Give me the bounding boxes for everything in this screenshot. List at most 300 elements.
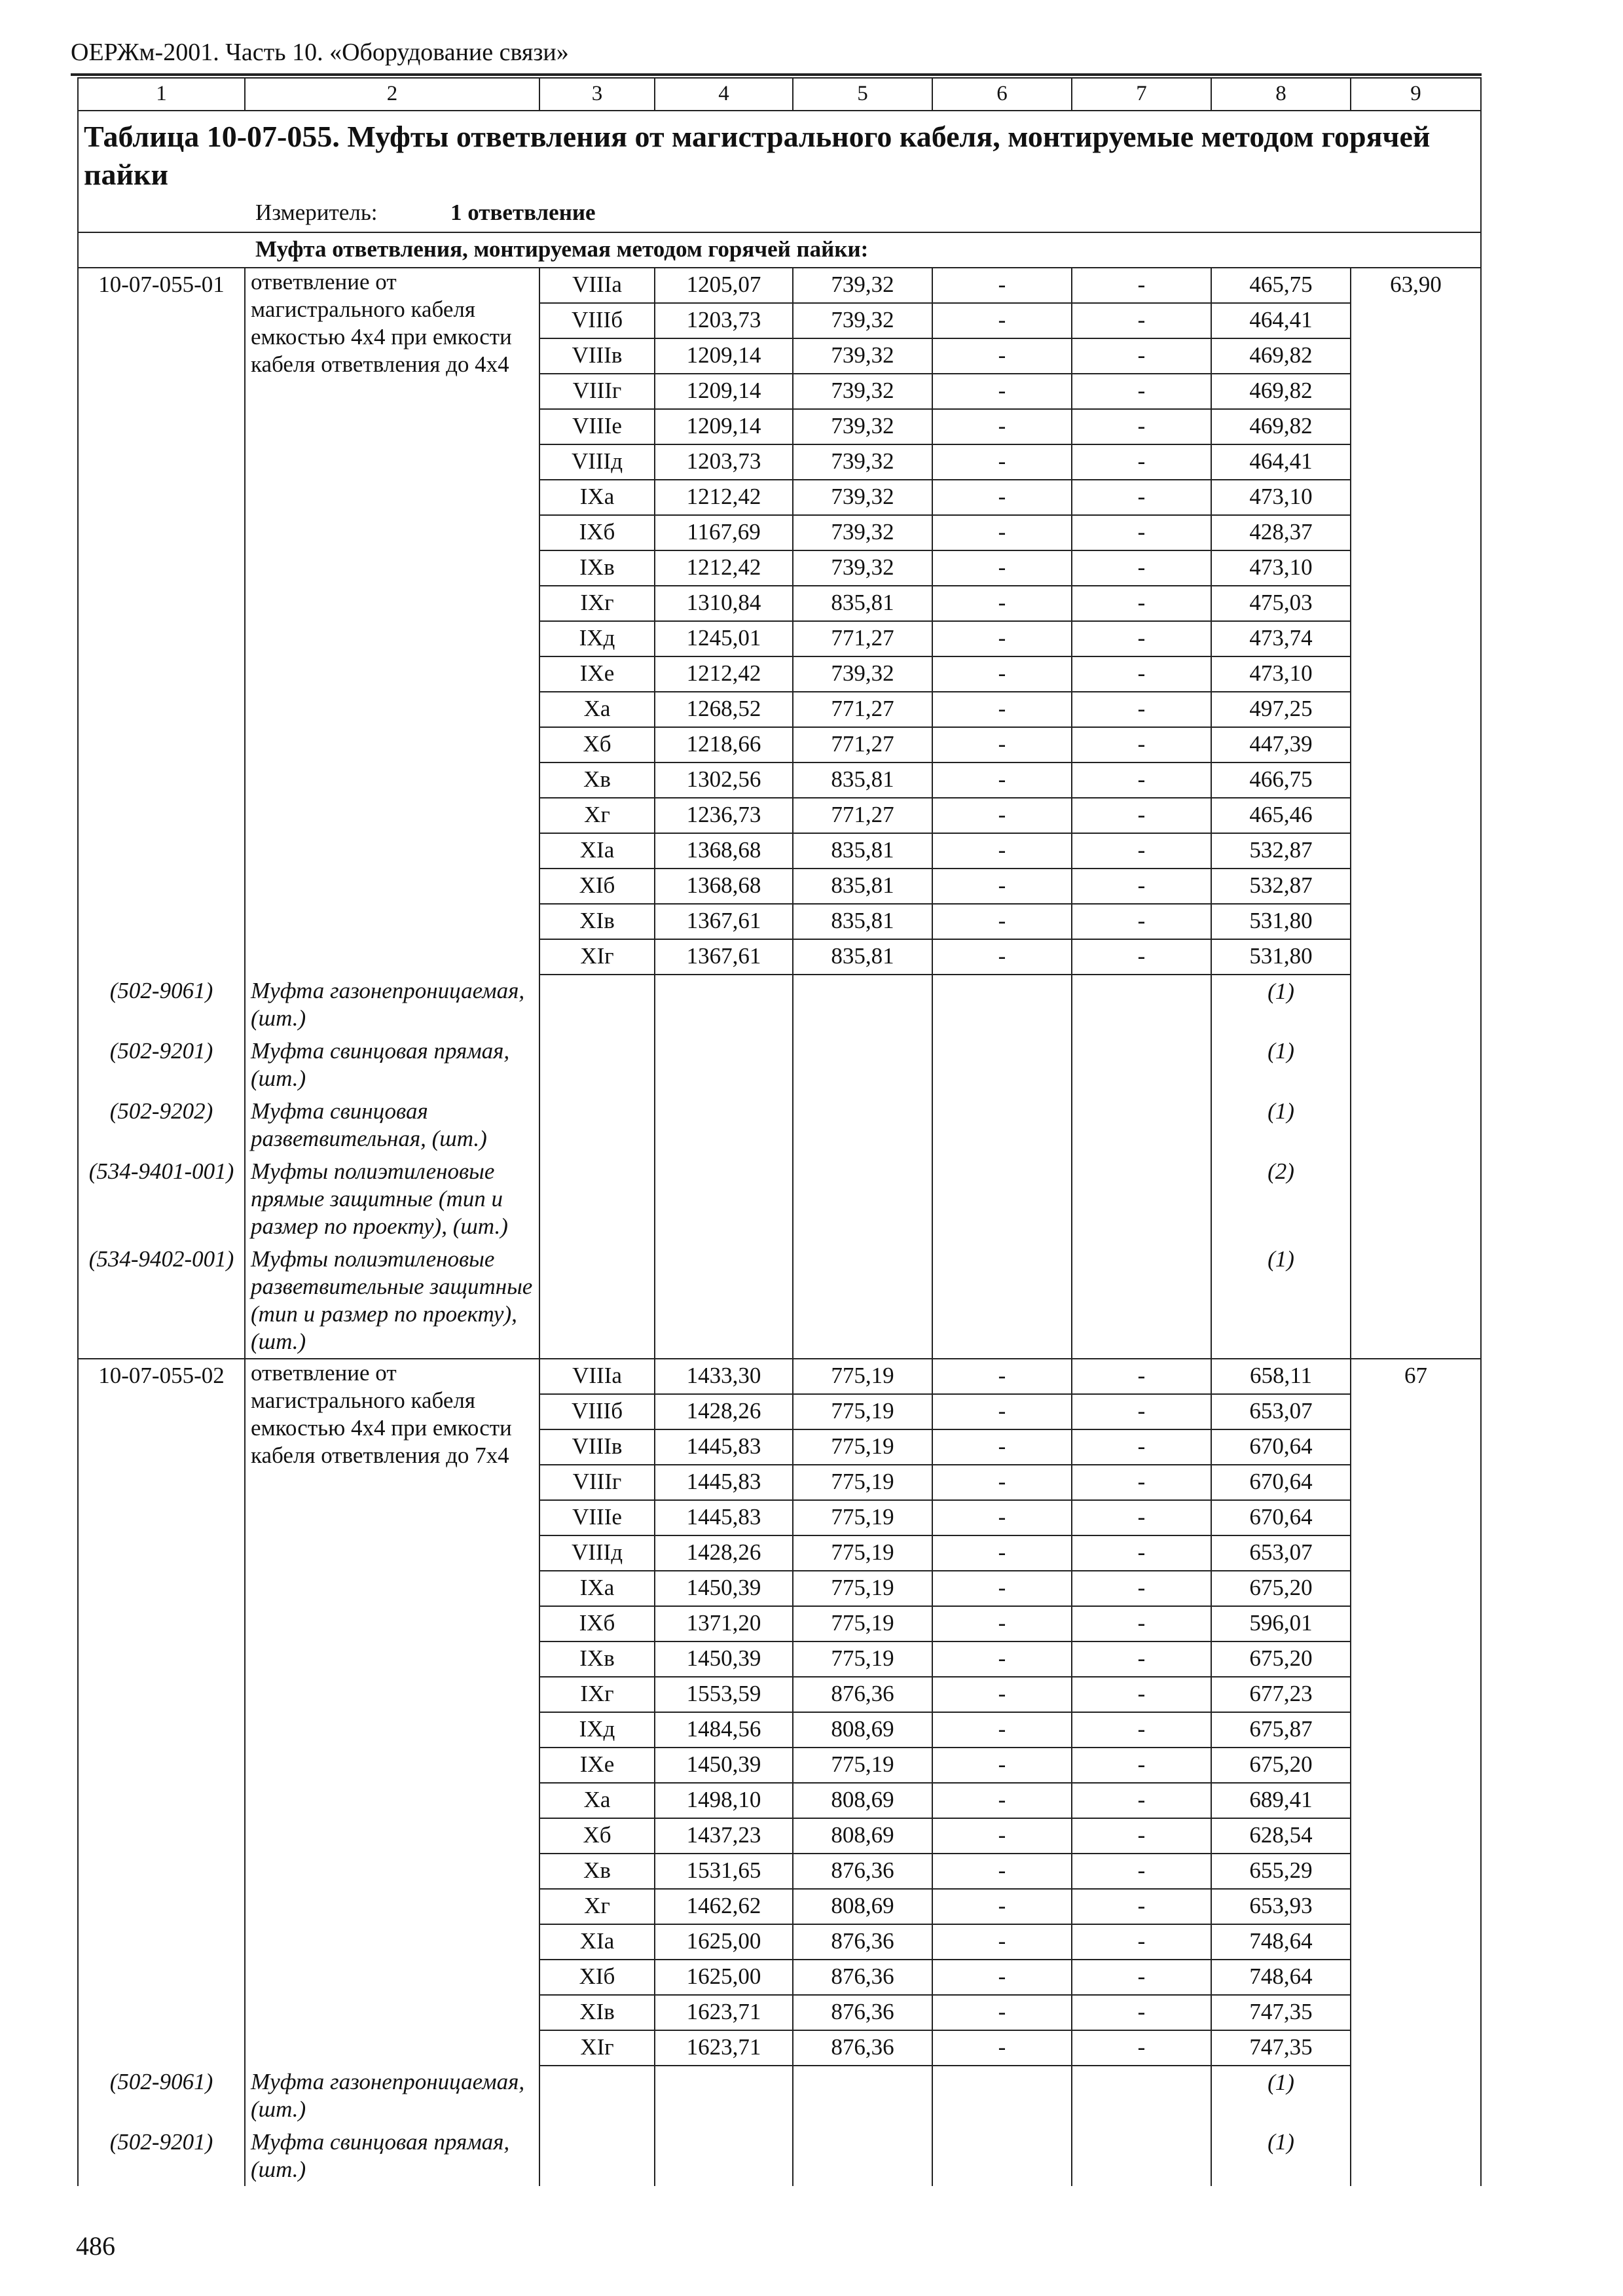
machine-cost: - <box>932 374 1072 409</box>
materials-cost: 465,46 <box>1211 798 1351 833</box>
region-zone: VIIIе <box>539 1500 655 1535</box>
materials-cost: 677,23 <box>1211 1677 1351 1712</box>
total-cost: 1498,10 <box>655 1783 793 1818</box>
machine-cost: - <box>932 833 1072 869</box>
section-heading: Муфта ответвления, монтируемая методом горячей пайки: <box>78 232 1481 268</box>
empty-cell <box>655 1095 793 1155</box>
materials-cost: 466,75 <box>1211 762 1351 798</box>
norms-table <box>77 77 1482 2186</box>
machine-wages: - <box>1072 869 1211 904</box>
machine-wages: - <box>1072 1641 1211 1677</box>
machine-wages: - <box>1072 656 1211 692</box>
machine-wages: - <box>1072 1748 1211 1783</box>
materials-cost: 465,75 <box>1211 268 1351 303</box>
materials-cost: 596,01 <box>1211 1606 1351 1641</box>
empty-cell <box>793 1155 932 1243</box>
machine-cost: - <box>932 904 1072 939</box>
materials-cost: 747,35 <box>1211 1995 1351 2030</box>
labor-wages: 876,36 <box>793 2030 932 2066</box>
material-quantity: (2) <box>1211 1155 1351 1243</box>
labor-wages: 876,36 <box>793 1960 932 1995</box>
machine-wages: - <box>1072 621 1211 656</box>
machine-wages: - <box>1072 409 1211 444</box>
material-row <box>78 1155 1481 1243</box>
machine-cost: - <box>932 656 1072 692</box>
empty-cell <box>655 2066 793 2126</box>
empty-cell <box>539 975 655 1035</box>
material-name: Муфты полиэтиленовые разветвительные защитные (тип и размер по проекту), (шт.) <box>245 1243 539 1359</box>
material-row <box>78 2066 1481 2126</box>
machine-wages: - <box>1072 1429 1211 1465</box>
total-cost: 1433,30 <box>655 1359 793 1394</box>
machine-cost: - <box>932 1783 1072 1818</box>
column-number: 2 <box>245 78 539 111</box>
column-number: 4 <box>655 78 793 111</box>
running-header: ОЕРЖм-2001. Часть 10. «Оборудование связи» <box>71 39 569 66</box>
labor-wages: 771,27 <box>793 621 932 656</box>
material-quantity: (1) <box>1211 2126 1351 2186</box>
material-row <box>78 1035 1481 1095</box>
total-cost: 1623,71 <box>655 2030 793 2066</box>
region-zone: Xа <box>539 692 655 727</box>
empty-cell <box>655 975 793 1035</box>
region-zone: VIIIг <box>539 374 655 409</box>
machine-cost: - <box>932 1712 1072 1748</box>
region-zone: VIIIв <box>539 1429 655 1465</box>
machine-wages: - <box>1072 1677 1211 1712</box>
materials-cost: 675,87 <box>1211 1712 1351 1748</box>
materials-cost: 428,37 <box>1211 515 1351 550</box>
machine-cost: - <box>932 1995 1072 2030</box>
empty-cell <box>1351 975 1481 1035</box>
material-code: (502-9201) <box>78 1035 245 1095</box>
machine-wages: - <box>1072 1854 1211 1889</box>
material-code: (502-9061) <box>78 2066 245 2126</box>
materials-cost: 675,20 <box>1211 1571 1351 1606</box>
machine-cost: - <box>932 268 1072 303</box>
empty-cell <box>1072 1095 1211 1155</box>
column-number: 1 <box>78 78 245 111</box>
total-cost: 1450,39 <box>655 1571 793 1606</box>
region-zone: XIб <box>539 869 655 904</box>
column-number: 9 <box>1351 78 1481 111</box>
materials-cost: 497,25 <box>1211 692 1351 727</box>
labor-wages: 835,81 <box>793 762 932 798</box>
machine-cost: - <box>932 1677 1072 1712</box>
labor-wages: 739,32 <box>793 444 932 480</box>
labor-wages: 775,19 <box>793 1394 932 1429</box>
total-cost: 1310,84 <box>655 586 793 621</box>
material-row <box>78 2126 1481 2186</box>
labor-wages: 775,19 <box>793 1429 932 1465</box>
section-heading-row <box>78 232 1481 268</box>
region-zone: XIв <box>539 1995 655 2030</box>
materials-cost: 653,93 <box>1211 1889 1351 1924</box>
machine-wages: - <box>1072 1465 1211 1500</box>
machine-cost: - <box>932 1606 1072 1641</box>
total-cost: 1367,61 <box>655 904 793 939</box>
machine-wages: - <box>1072 727 1211 762</box>
materials-cost: 748,64 <box>1211 1960 1351 1995</box>
total-cost: 1367,61 <box>655 939 793 975</box>
material-quantity: (1) <box>1211 1035 1351 1095</box>
empty-cell <box>793 1095 932 1155</box>
column-number: 8 <box>1211 78 1351 111</box>
labor-wages: 835,81 <box>793 833 932 869</box>
region-zone: IXд <box>539 621 655 656</box>
header-rule <box>71 73 1482 76</box>
empty-cell <box>539 2066 655 2126</box>
resource-row <box>78 268 1481 303</box>
machine-wages: - <box>1072 1535 1211 1571</box>
region-zone: Xв <box>539 762 655 798</box>
total-cost: 1218,66 <box>655 727 793 762</box>
column-number: 6 <box>932 78 1072 111</box>
empty-cell <box>793 2126 932 2186</box>
machine-wages: - <box>1072 1783 1211 1818</box>
total-cost: 1450,39 <box>655 1641 793 1677</box>
labor-wages: 739,32 <box>793 374 932 409</box>
total-cost: 1371,20 <box>655 1606 793 1641</box>
labor-wages: 835,81 <box>793 939 932 975</box>
material-code: (502-9201) <box>78 2126 245 2186</box>
labor-wages: 808,69 <box>793 1889 932 1924</box>
machine-wages: - <box>1072 550 1211 586</box>
region-zone: IXб <box>539 1606 655 1641</box>
material-name: Муфта свинцовая прямая, (шт.) <box>245 2126 539 2186</box>
material-quantity: (1) <box>1211 1095 1351 1155</box>
materials-cost: 473,10 <box>1211 480 1351 515</box>
page-number: 486 <box>76 2231 115 2261</box>
empty-cell <box>793 1243 932 1359</box>
empty-cell <box>932 1035 1072 1095</box>
region-zone: VIIIа <box>539 268 655 303</box>
machine-wages: - <box>1072 692 1211 727</box>
total-cost: 1428,26 <box>655 1394 793 1429</box>
total-cost: 1209,14 <box>655 338 793 374</box>
total-cost: 1212,42 <box>655 656 793 692</box>
column-numbers-row <box>78 78 1481 111</box>
material-code: (534-9401-001) <box>78 1155 245 1243</box>
machine-wages: - <box>1072 1960 1211 1995</box>
labor-wages: 775,19 <box>793 1571 932 1606</box>
materials-cost: 628,54 <box>1211 1818 1351 1854</box>
empty-cell <box>1351 2126 1481 2186</box>
total-cost: 1531,65 <box>655 1854 793 1889</box>
machine-wages: - <box>1072 798 1211 833</box>
machine-cost: - <box>932 1535 1072 1571</box>
total-cost: 1437,23 <box>655 1818 793 1854</box>
machine-wages: - <box>1072 338 1211 374</box>
region-zone: VIIIб <box>539 1394 655 1429</box>
total-cost: 1209,14 <box>655 374 793 409</box>
region-zone: VIIIа <box>539 1359 655 1394</box>
machine-cost: - <box>932 1889 1072 1924</box>
machine-wages: - <box>1072 515 1211 550</box>
labor-wages: 835,81 <box>793 586 932 621</box>
machine-cost: - <box>932 1854 1072 1889</box>
item-description: ответвление от магистрального кабеля емкостью 4х4 при емкости кабеля ответвления до 4х4 <box>245 268 539 975</box>
region-zone: Xб <box>539 1818 655 1854</box>
labor-wages: 739,32 <box>793 550 932 586</box>
empty-cell <box>1072 2126 1211 2186</box>
labor-wages: 775,19 <box>793 1535 932 1571</box>
labor-wages: 775,19 <box>793 1606 932 1641</box>
machine-wages: - <box>1072 586 1211 621</box>
total-cost: 1167,69 <box>655 515 793 550</box>
machine-cost: - <box>932 1960 1072 1995</box>
materials-cost: 689,41 <box>1211 1783 1351 1818</box>
materials-cost: 532,87 <box>1211 869 1351 904</box>
machine-cost: - <box>932 1748 1072 1783</box>
materials-cost: 447,39 <box>1211 727 1351 762</box>
region-zone: IXе <box>539 656 655 692</box>
materials-cost: 747,35 <box>1211 2030 1351 2066</box>
total-cost: 1268,52 <box>655 692 793 727</box>
machine-cost: - <box>932 621 1072 656</box>
material-name: Муфта газонепроницаемая, (шт.) <box>245 2066 539 2126</box>
labor-wages: 739,32 <box>793 409 932 444</box>
total-cost: 1236,73 <box>655 798 793 833</box>
machine-cost: - <box>932 1359 1072 1394</box>
machine-cost: - <box>932 692 1072 727</box>
materials-cost: 531,80 <box>1211 939 1351 975</box>
total-cost: 1450,39 <box>655 1748 793 1783</box>
machine-wages: - <box>1072 1359 1211 1394</box>
empty-cell <box>793 2066 932 2126</box>
total-cost: 1625,00 <box>655 1960 793 1995</box>
machine-wages: - <box>1072 904 1211 939</box>
empty-cell <box>932 2126 1072 2186</box>
region-zone: IXв <box>539 550 655 586</box>
material-code: (534-9402-001) <box>78 1243 245 1359</box>
region-zone: Xг <box>539 1889 655 1924</box>
materials-cost: 464,41 <box>1211 444 1351 480</box>
machine-wages: - <box>1072 444 1211 480</box>
materials-cost: 748,64 <box>1211 1924 1351 1960</box>
machine-cost: - <box>932 586 1072 621</box>
region-zone: XIб <box>539 1960 655 1995</box>
empty-cell <box>655 1243 793 1359</box>
machine-cost: - <box>932 338 1072 374</box>
empty-cell <box>793 975 932 1035</box>
labor-wages: 775,19 <box>793 1359 932 1394</box>
machine-cost: - <box>932 2030 1072 2066</box>
machine-cost: - <box>932 1641 1072 1677</box>
material-name: Муфта свинцовая прямая, (шт.) <box>245 1035 539 1095</box>
empty-cell <box>932 975 1072 1035</box>
region-zone: Xг <box>539 798 655 833</box>
materials-cost: 473,10 <box>1211 550 1351 586</box>
total-cost: 1203,73 <box>655 444 793 480</box>
empty-cell <box>655 1035 793 1095</box>
labor-wages: 775,19 <box>793 1465 932 1500</box>
material-quantity: (1) <box>1211 2066 1351 2126</box>
materials-cost: 475,03 <box>1211 586 1351 621</box>
total-cost: 1368,68 <box>655 833 793 869</box>
machine-cost: - <box>932 515 1072 550</box>
materials-cost: 473,10 <box>1211 656 1351 692</box>
machine-wages: - <box>1072 762 1211 798</box>
material-name: Муфта газонепроницаемая, (шт.) <box>245 975 539 1035</box>
region-zone: XIг <box>539 939 655 975</box>
empty-cell <box>1351 1095 1481 1155</box>
labor-wages: 739,32 <box>793 480 932 515</box>
machine-cost: - <box>932 762 1072 798</box>
labor-wages: 771,27 <box>793 727 932 762</box>
material-quantity: (1) <box>1211 975 1351 1035</box>
empty-cell <box>932 1243 1072 1359</box>
total-cost: 1445,83 <box>655 1500 793 1535</box>
region-zone: VIIIе <box>539 409 655 444</box>
table-title: Таблица 10-07-055. Муфты ответвления от магистрального кабеля, монтируемые методом горячей пайки <box>78 111 1481 196</box>
region-zone: XIа <box>539 833 655 869</box>
resource-row <box>78 1359 1481 1394</box>
machine-cost: - <box>932 1394 1072 1429</box>
machine-wages: - <box>1072 480 1211 515</box>
empty-cell <box>1072 2066 1211 2126</box>
machine-cost: - <box>932 1818 1072 1854</box>
region-zone: VIIIд <box>539 444 655 480</box>
region-zone: VIIIб <box>539 303 655 338</box>
machine-cost: - <box>932 444 1072 480</box>
empty-cell <box>539 1035 655 1095</box>
labor-wages: 771,27 <box>793 692 932 727</box>
empty-cell <box>1351 1243 1481 1359</box>
machine-cost: - <box>932 1465 1072 1500</box>
total-cost: 1445,83 <box>655 1465 793 1500</box>
machine-wages: - <box>1072 1571 1211 1606</box>
materials-cost: 531,80 <box>1211 904 1351 939</box>
materials-cost: 653,07 <box>1211 1394 1351 1429</box>
total-cost: 1623,71 <box>655 1995 793 2030</box>
materials-cost: 670,64 <box>1211 1500 1351 1535</box>
labor-wages: 739,32 <box>793 303 932 338</box>
labor-wages: 739,32 <box>793 656 932 692</box>
machine-cost: - <box>932 1924 1072 1960</box>
total-cost: 1462,62 <box>655 1889 793 1924</box>
labor-hours: 63,90 <box>1351 268 1481 975</box>
region-zone: Xб <box>539 727 655 762</box>
labor-wages: 835,81 <box>793 904 932 939</box>
machine-wages: - <box>1072 1889 1211 1924</box>
item-description: ответвление от магистрального кабеля емкостью 4х4 при емкости кабеля ответвления до 7х4 <box>245 1359 539 2066</box>
region-zone: IXа <box>539 480 655 515</box>
measure-row <box>78 196 1481 232</box>
total-cost: 1205,07 <box>655 268 793 303</box>
empty-cell <box>655 1155 793 1243</box>
machine-wages: - <box>1072 939 1211 975</box>
total-cost: 1368,68 <box>655 869 793 904</box>
empty-cell <box>539 1155 655 1243</box>
material-code: (502-9061) <box>78 975 245 1035</box>
material-row <box>78 975 1481 1035</box>
machine-wages: - <box>1072 2030 1211 2066</box>
region-zone: IXв <box>539 1641 655 1677</box>
measure-value: 1 ответвление <box>450 200 596 225</box>
item-code: 10-07-055-01 <box>78 268 245 975</box>
region-zone: IXд <box>539 1712 655 1748</box>
machine-wages: - <box>1072 374 1211 409</box>
empty-cell <box>1072 1035 1211 1095</box>
table-title-row <box>78 111 1481 196</box>
labor-wages: 835,81 <box>793 869 932 904</box>
labor-hours: 67 <box>1351 1359 1481 2066</box>
materials-cost: 670,64 <box>1211 1465 1351 1500</box>
machine-cost: - <box>932 939 1072 975</box>
region-zone: IXб <box>539 515 655 550</box>
total-cost: 1245,01 <box>655 621 793 656</box>
empty-cell <box>539 1243 655 1359</box>
material-quantity: (1) <box>1211 1243 1351 1359</box>
material-name: Муфта свинцовая разветвительная, (шт.) <box>245 1095 539 1155</box>
materials-cost: 464,41 <box>1211 303 1351 338</box>
region-zone: VIIIг <box>539 1465 655 1500</box>
total-cost: 1302,56 <box>655 762 793 798</box>
empty-cell <box>539 1095 655 1155</box>
total-cost: 1212,42 <box>655 550 793 586</box>
materials-cost: 655,29 <box>1211 1854 1351 1889</box>
labor-wages: 775,19 <box>793 1748 932 1783</box>
machine-cost: - <box>932 480 1072 515</box>
column-number: 5 <box>793 78 932 111</box>
machine-cost: - <box>932 550 1072 586</box>
material-row <box>78 1095 1481 1155</box>
region-zone: XIг <box>539 2030 655 2066</box>
item-code: 10-07-055-02 <box>78 1359 245 2066</box>
region-zone: IXе <box>539 1748 655 1783</box>
machine-wages: - <box>1072 1394 1211 1429</box>
total-cost: 1428,26 <box>655 1535 793 1571</box>
material-code: (502-9202) <box>78 1095 245 1155</box>
total-cost: 1445,83 <box>655 1429 793 1465</box>
machine-wages: - <box>1072 1995 1211 2030</box>
machine-wages: - <box>1072 1500 1211 1535</box>
total-cost: 1212,42 <box>655 480 793 515</box>
machine-wages: - <box>1072 1712 1211 1748</box>
labor-wages: 739,32 <box>793 268 932 303</box>
column-number: 3 <box>539 78 655 111</box>
machine-cost: - <box>932 727 1072 762</box>
empty-cell <box>932 1155 1072 1243</box>
materials-cost: 469,82 <box>1211 374 1351 409</box>
machine-cost: - <box>932 409 1072 444</box>
labor-wages: 775,19 <box>793 1500 932 1535</box>
measure-cell <box>78 196 1481 232</box>
materials-cost: 675,20 <box>1211 1748 1351 1783</box>
labor-wages: 739,32 <box>793 515 932 550</box>
material-row <box>78 1243 1481 1359</box>
machine-wages: - <box>1072 1818 1211 1854</box>
labor-wages: 771,27 <box>793 798 932 833</box>
labor-wages: 775,19 <box>793 1641 932 1677</box>
region-zone: IXг <box>539 586 655 621</box>
machine-wages: - <box>1072 303 1211 338</box>
empty-cell <box>1072 1243 1211 1359</box>
machine-wages: - <box>1072 268 1211 303</box>
empty-cell <box>1351 1035 1481 1095</box>
labor-wages: 808,69 <box>793 1783 932 1818</box>
column-number: 7 <box>1072 78 1211 111</box>
materials-cost: 675,20 <box>1211 1641 1351 1677</box>
machine-wages: - <box>1072 1606 1211 1641</box>
materials-cost: 670,64 <box>1211 1429 1351 1465</box>
material-name: Муфты полиэтиленовые прямые защитные (тип и размер по проекту), (шт.) <box>245 1155 539 1243</box>
total-cost: 1203,73 <box>655 303 793 338</box>
region-zone: VIIIд <box>539 1535 655 1571</box>
empty-cell <box>932 2066 1072 2126</box>
materials-cost: 658,11 <box>1211 1359 1351 1394</box>
